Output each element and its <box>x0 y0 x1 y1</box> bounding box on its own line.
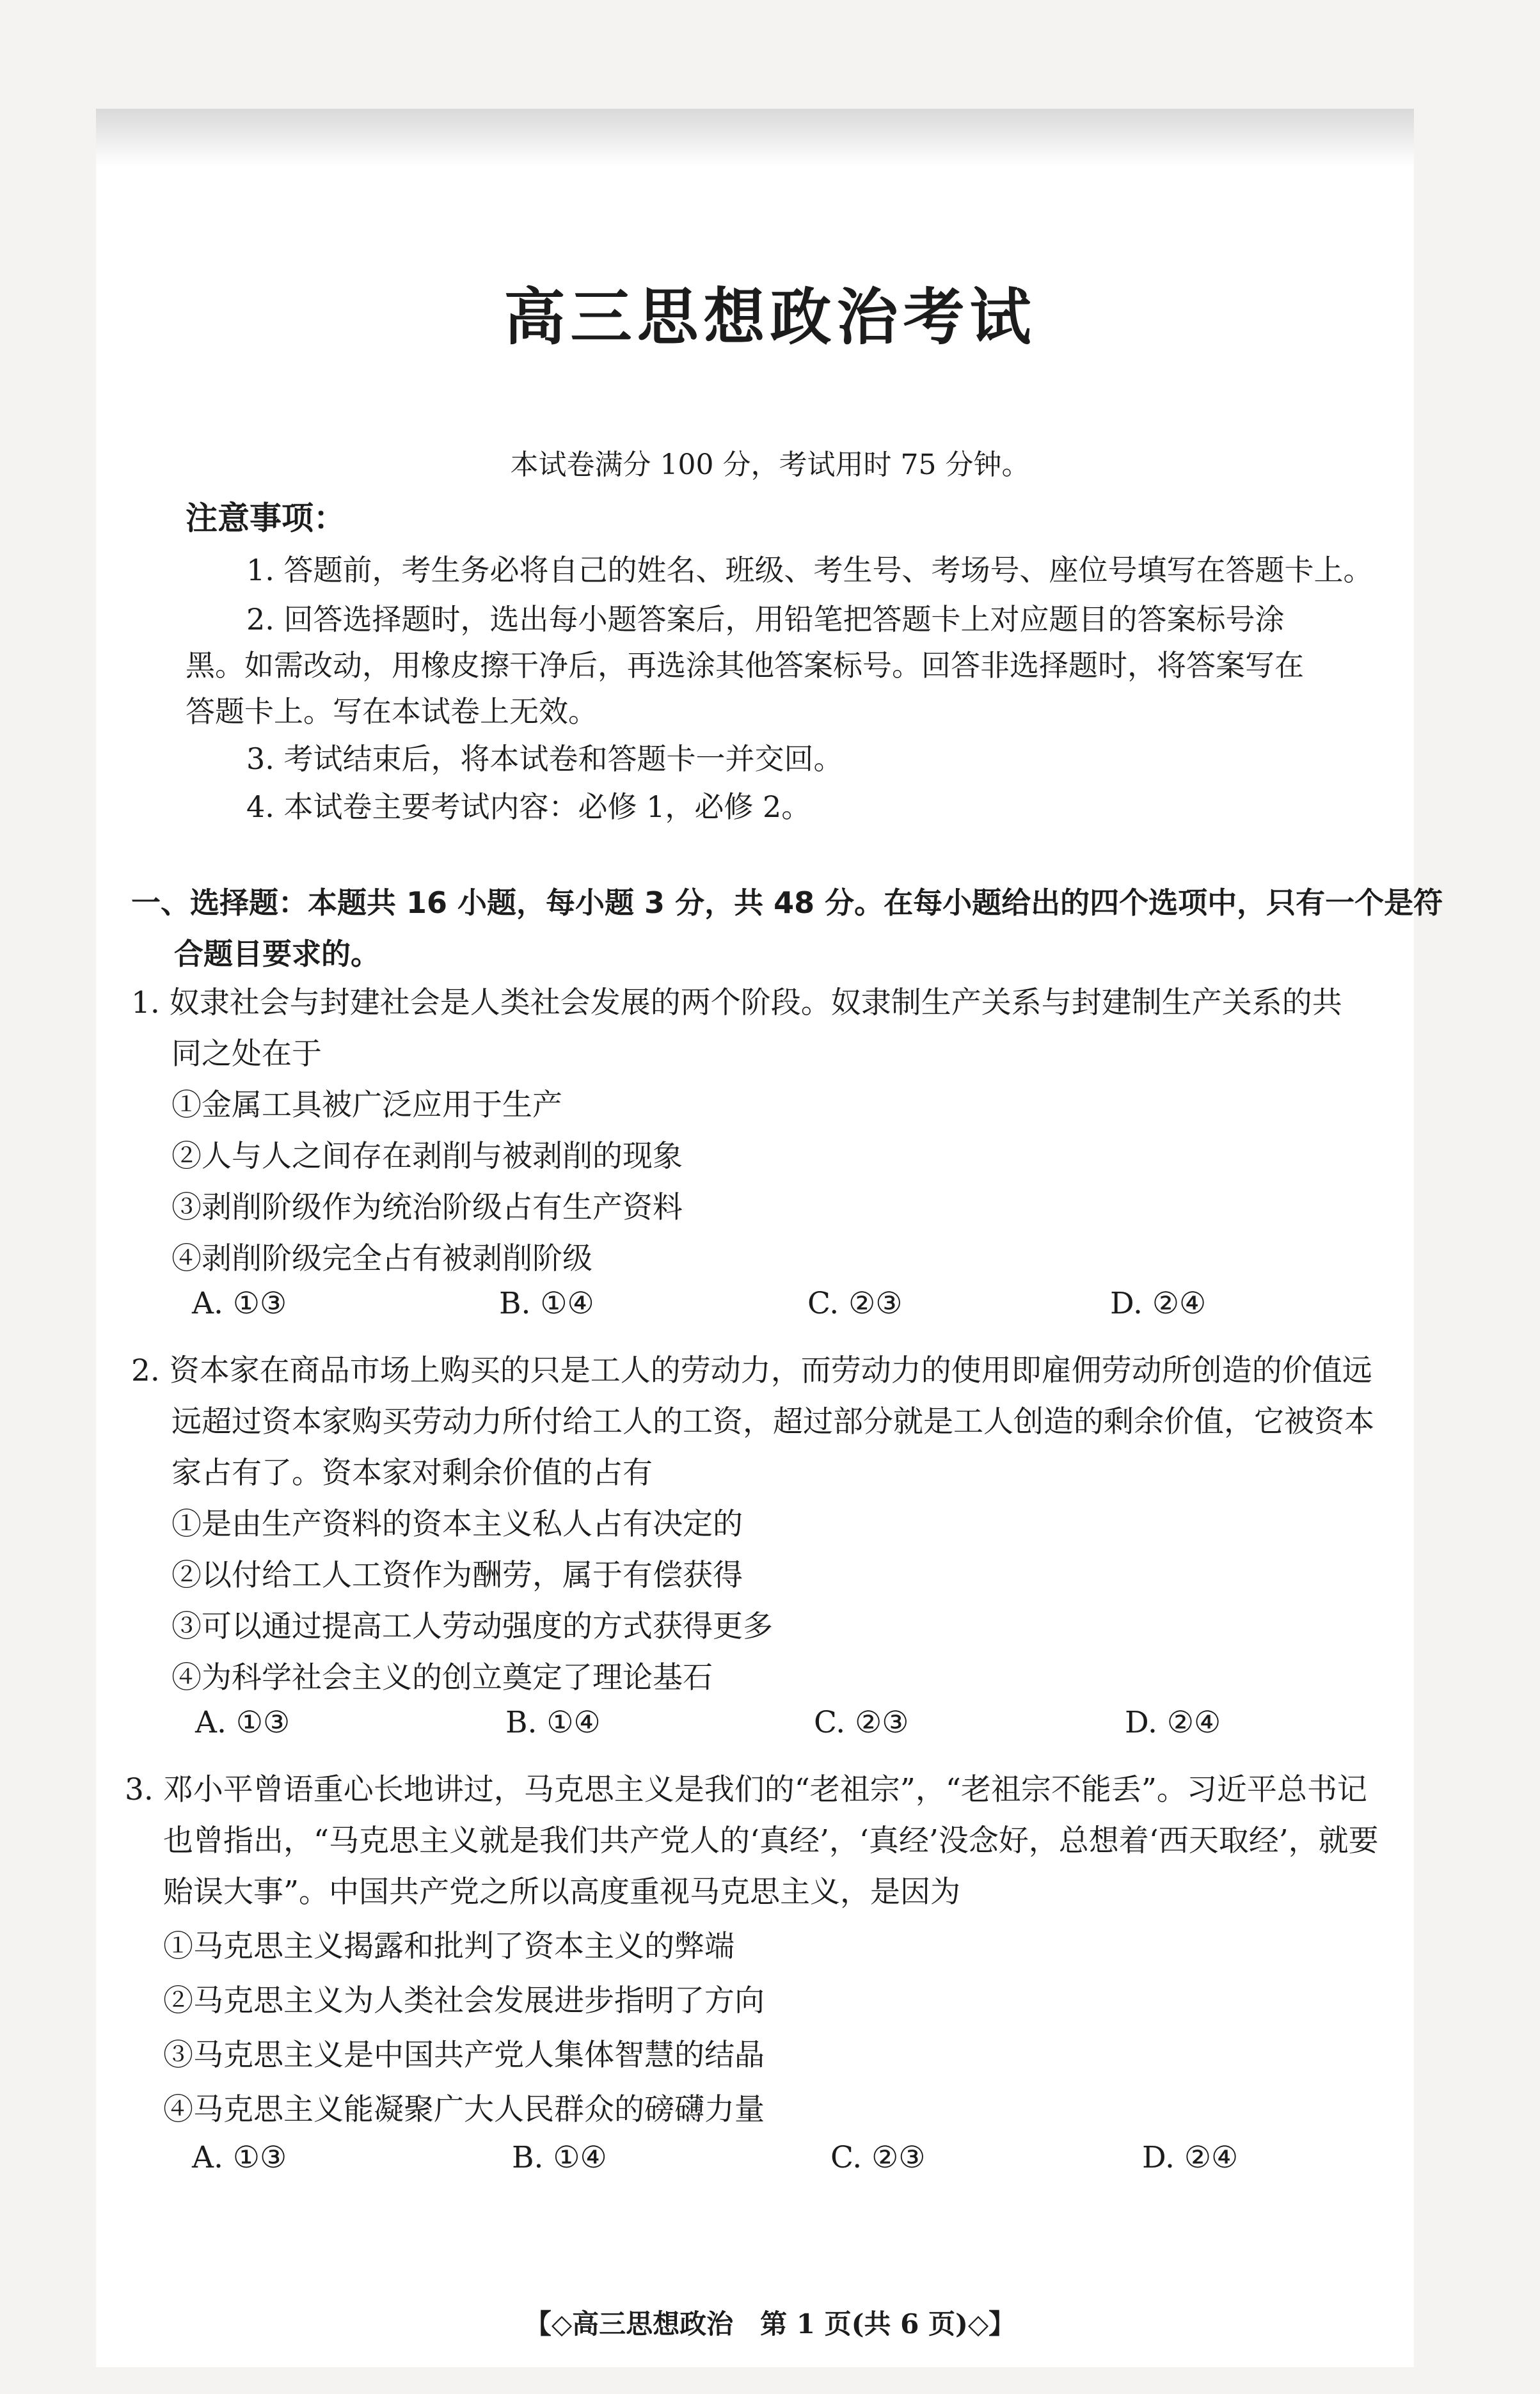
notice-heading: 注意事项： <box>186 500 345 537</box>
question-1-stem-line-2: 同之处在于 <box>171 1036 322 1072</box>
section-heading-line-1: 一、选择题：本题共 16 小题，每小题 3 分，共 48 分。在每小题给出的四个选项中，只有一个是符 <box>131 885 1443 920</box>
question-2-choice-a: A. ①③ <box>195 1705 290 1740</box>
question-2-choice-d: D. ②④ <box>1125 1705 1221 1740</box>
question-3-choice-a: A. ①③ <box>192 2140 287 2175</box>
question-1-option-4: ④剥削阶级完全占有被剥削阶级 <box>171 1241 592 1276</box>
question-3-stem-line-3: 贻误大事”。中国共产党之所以高度重视马克思主义，是因为 <box>163 1875 961 1910</box>
question-2-stem-line-1: 2. 资本家在商品市场上购买的只是工人的劳动力，而劳动力的使用即雇佣劳动所创造的价值远 <box>131 1353 1372 1388</box>
question-1-option-1: ①金属工具被广泛应用于生产 <box>171 1088 562 1123</box>
question-2-stem-line-3: 家占有了。资本家对剩余价值的占有 <box>171 1455 653 1491</box>
question-3-stem-line-1: 3. 邓小平曾语重心长地讲过，马克思主义是我们的“老祖宗”，“老祖宗不能丢”。习近平总书记 <box>125 1772 1367 1807</box>
page-footer: 【◇高三思想政治 第 1 页(共 6 页)◇】 <box>524 2308 1016 2340</box>
section-heading-line-2: 合题目要求的。 <box>174 937 380 971</box>
notice-item-2-line-2: 黑。如需改动，用橡皮擦干净后，再选涂其他答案标号。回答非选择题时，将答案写在 <box>186 648 1304 683</box>
question-3-option-1: ①马克思主义揭露和批判了资本主义的弊端 <box>163 1929 734 1964</box>
notice-item-2-line-1: 2. 回答选择题时，选出每小题答案后，用铅笔把答题卡上对应题目的答案标号涂 <box>246 602 1285 637</box>
question-3-option-2: ②马克思主义为人类社会发展进步指明了方向 <box>163 1983 765 2018</box>
question-1-choice-a: A. ①③ <box>192 1286 287 1321</box>
question-3-choice-c: C. ②③ <box>830 2140 926 2175</box>
question-1-choice-c: C. ②③ <box>807 1286 903 1321</box>
notice-item-1: 1. 答题前，考生务必将自己的姓名、班级、考生号、考场号、座位号填写在答题卡上。 <box>246 553 1373 587</box>
question-2-option-3: ③可以通过提高工人劳动强度的方式获得更多 <box>171 1609 773 1644</box>
question-1-choice-b: B. ①④ <box>499 1286 594 1321</box>
question-3-option-4: ④马克思主义能凝聚广大人民群众的磅礴力量 <box>163 2092 765 2127</box>
question-2-option-4: ④为科学社会主义的创立奠定了理论基石 <box>171 1660 713 1695</box>
notice-item-4: 4. 本试卷主要考试内容：必修 1，必修 2。 <box>246 789 811 824</box>
question-1-choice-d: D. ②④ <box>1110 1286 1207 1321</box>
question-1-option-2: ②人与人之间存在剥削与被剥削的现象 <box>171 1139 683 1174</box>
question-1-option-3: ③剥削阶级作为统治阶级占有生产资料 <box>171 1190 683 1225</box>
question-3-option-3: ③马克思主义是中国共产党人集体智慧的结晶 <box>163 2038 765 2073</box>
question-2-choice-c: C. ②③ <box>814 1705 909 1740</box>
scan-shadow <box>96 109 1414 166</box>
question-3-choice-b: B. ①④ <box>512 2140 607 2175</box>
exam-info: 本试卷满分 100 分，考试用时 75 分钟。 <box>510 448 1030 481</box>
question-2-stem-line-2: 远超过资本家购买劳动力所付给工人的工资，超过部分就是工人创造的剩余价值，它被资本 <box>171 1404 1374 1439</box>
question-3-choice-d: D. ②④ <box>1142 2140 1239 2175</box>
question-3-stem-line-2: 也曾指出，“马克思主义就是我们共产党人的‘真经’，‘真经’没念好，总想着‘西天取经’，就要 <box>163 1823 1379 1859</box>
question-2-choice-b: B. ①④ <box>505 1705 601 1740</box>
question-2-option-1: ①是由生产资料的资本主义私人占有决定的 <box>171 1507 743 1542</box>
notice-item-2-line-3: 答题卡上。写在本试卷上无效。 <box>186 694 598 729</box>
page-title: 高三思想政治考试 <box>504 281 1036 353</box>
question-2-option-2: ②以付给工人工资作为酬劳，属于有偿获得 <box>171 1558 743 1593</box>
notice-item-3: 3. 考试结束后，将本试卷和答题卡一并交回。 <box>246 741 843 776</box>
question-1-stem-line-1: 1. 奴隶社会与封建社会是人类社会发展的两个阶段。奴隶制生产关系与封建制生产关系的共 <box>131 985 1342 1020</box>
